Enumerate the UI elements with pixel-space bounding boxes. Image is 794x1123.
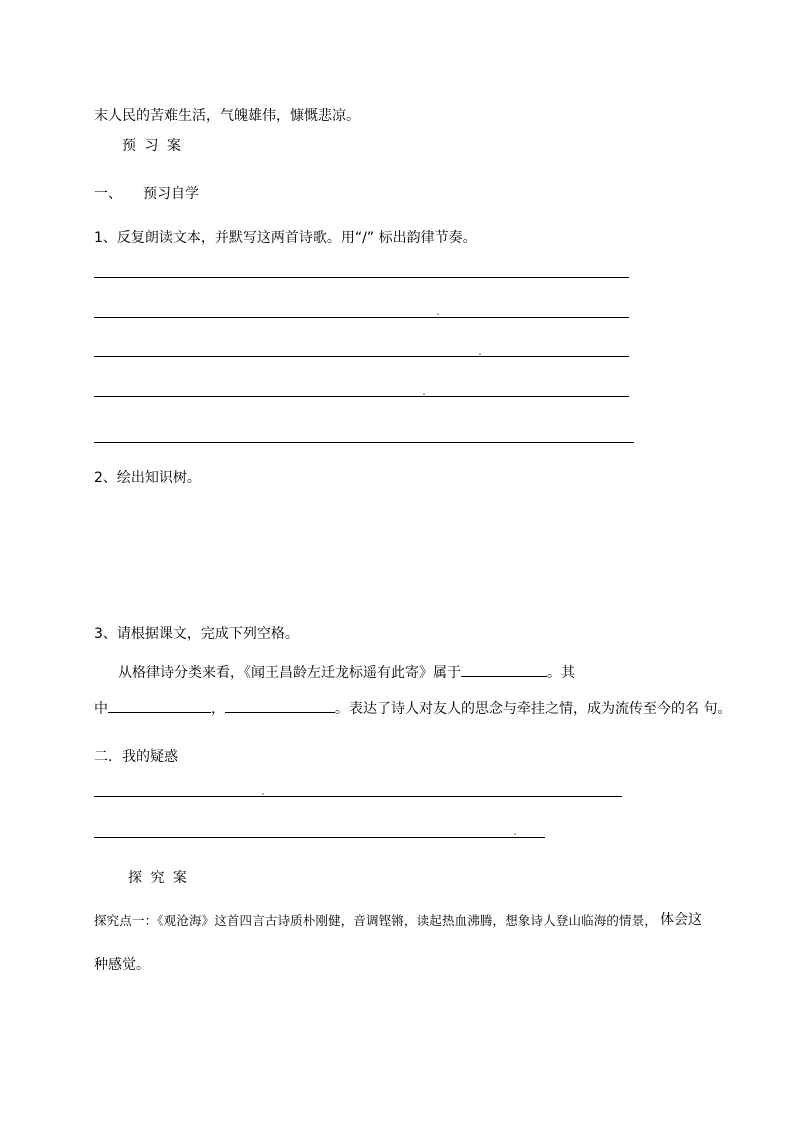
question-3-line-2-end: 。表达了诗人对友人的思念与牵挂之情，成为流传至今的名 句。: [335, 701, 732, 717]
answer-line: [94, 277, 629, 278]
explore-point-1-continued: 种感觉。: [94, 957, 150, 973]
speck-mark: [262, 793, 264, 795]
question-3-line-2-sep: ，: [211, 701, 225, 717]
question-3-line-1-end: 。其: [547, 665, 575, 681]
answer-line: [94, 356, 629, 357]
explore-point-1-text: 探究点一：《观沧海》这首四言古诗质朴刚健，音调铿锵，读起热血沸腾，想象诗人登山临海的情景，: [94, 913, 658, 928]
intro-tail-text: 末人民的苦难生活，气魄雄伟，慷慨悲凉。: [94, 108, 360, 124]
answer-line: [94, 796, 622, 797]
explore-section-title: 探 究 案: [128, 870, 189, 886]
answer-line: [94, 317, 629, 318]
speck-mark: [514, 833, 516, 835]
speck-mark: [437, 313, 439, 315]
question-3-line-2: [94, 698, 731, 718]
part1-heading-text: 预习自学: [143, 186, 199, 202]
speck-mark: [479, 353, 481, 355]
fill-blank[interactable]: [461, 662, 547, 677]
preview-section-title: 预 习 案: [122, 138, 183, 154]
explore-point-1-end: 体会这: [660, 912, 702, 928]
fill-blank[interactable]: [225, 698, 335, 713]
question-2: 2、绘出知识树。: [94, 470, 201, 486]
question-3-line-2-start: 中: [94, 701, 108, 717]
speck-mark: [423, 393, 425, 395]
question-3-line-1: [118, 662, 575, 682]
answer-line: [94, 442, 634, 443]
part1-heading-number: 一、: [94, 186, 122, 202]
part2-heading: 二．我的疑惑: [94, 749, 178, 765]
answer-line: [94, 396, 629, 397]
fill-blank[interactable]: [108, 698, 211, 713]
question-3-line-1-text: 从格律诗分类来看，《闻王昌龄左迁龙标遥有此寄》属于: [118, 665, 461, 681]
question-3: 3、请根据课文，完成下列空格。: [94, 626, 299, 642]
question-1: 1、反复朗读文本，并默写这两首诗歌。用“/” 标出韵律节奏。: [94, 230, 477, 246]
answer-line: [94, 837, 545, 838]
